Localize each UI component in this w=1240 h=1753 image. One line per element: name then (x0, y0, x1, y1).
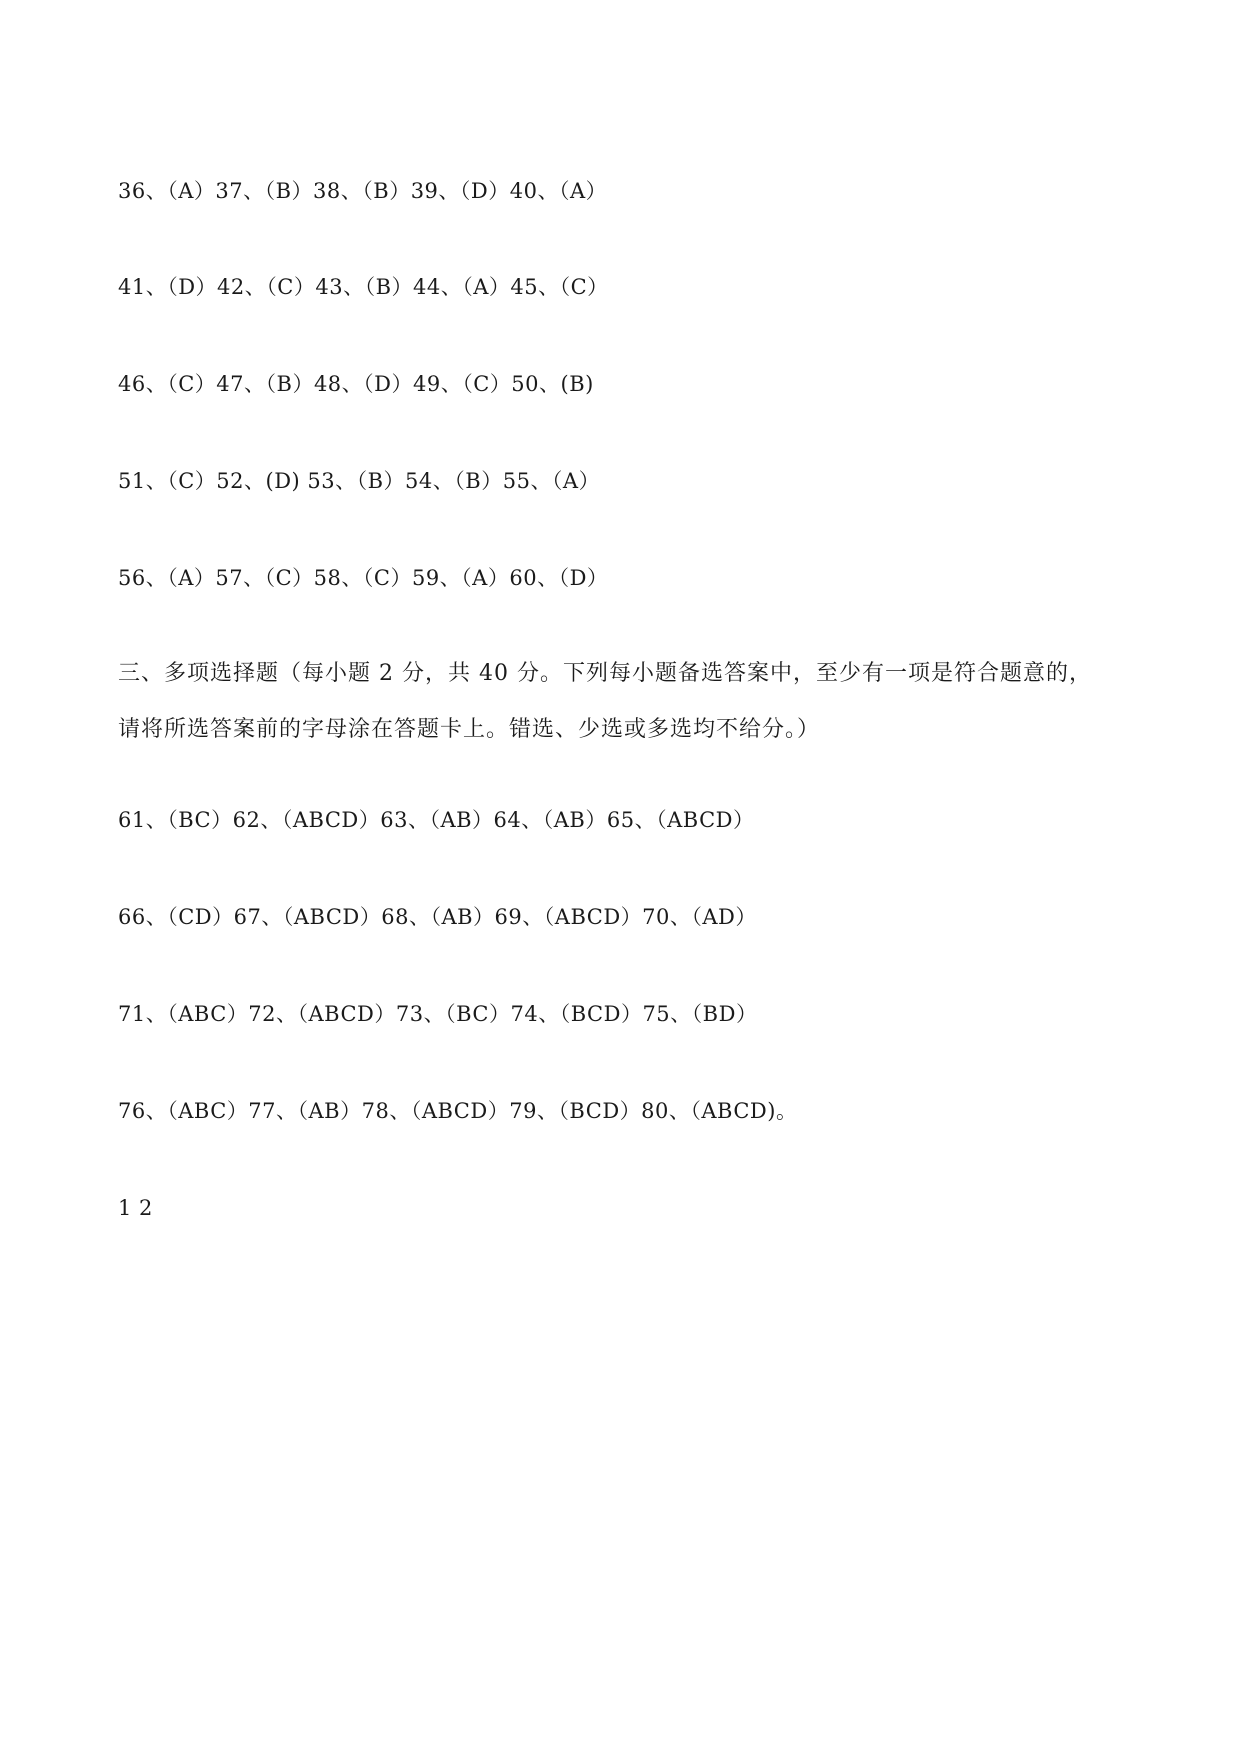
answer-row-41-45: 41、（D）42、（C）43、（B）44、（A）45、（C） (118, 275, 609, 299)
answer-row-36-40: 36、（A）37、（B）38、（B）39、（D）40、（A） (118, 179, 608, 203)
page-marker: 1 2 (118, 1196, 153, 1220)
answer-row-76-80: 76、（ABC）77、（AB）78、（ABCD）79、（BCD）80、（ABCD)。 (118, 1099, 798, 1123)
answer-row-61-65: 61、（BC）62、（ABCD）63、（AB）64、（AB）65、（ABCD） (118, 808, 755, 832)
section-3-heading-line-2: 请将所选答案前的字母涂在答题卡上。错选、少选或多选均不给分。） (118, 717, 821, 742)
answer-row-66-70: 66、（CD）67、（ABCD）68、（AB）69、（ABCD）70、（AD） (118, 905, 757, 929)
answer-row-46-50: 46、（C）47、（B）48、（D）49、（C）50、(B) (118, 372, 594, 396)
section-3-heading-line-1: 三、多项选择题（每小题 2 分，共 40 分。下列每小题备选答案中，至少有一项是符合题意的， (118, 661, 1092, 686)
answer-row-51-55: 51、（C）52、(D) 53、（B）54、（B）55、（A） (118, 469, 601, 493)
answer-row-71-75: 71、（ABC）72、（ABCD）73、（BC）74、（BCD）75、（BD） (118, 1002, 758, 1026)
answer-row-56-60: 56、（A）57、（C）58、（C）59、（A）60、（D） (118, 566, 609, 590)
